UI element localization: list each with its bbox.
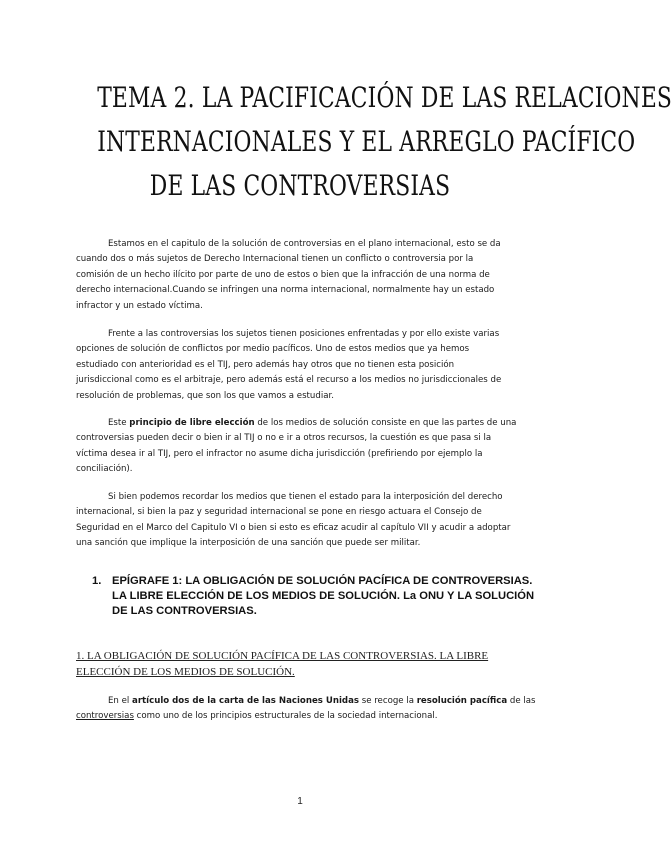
paragraph-line — [76, 709, 524, 724]
text-run: de los medios de solución consiste en que las partes de una — [254, 418, 517, 428]
heading-line: DE LAS CONTROVERSIAS. — [112, 605, 257, 617]
paragraph-line: infractor y un estado víctima. — [76, 300, 203, 311]
paragraph-articulo-dos — [76, 694, 536, 725]
document-title — [97, 76, 672, 208]
text-run: se recoge la — [358, 696, 417, 706]
paragraph-medios — [76, 490, 524, 552]
title-line-1: TEMA 2. LA PACIFICACIÓN DE LAS RELACIONES — [97, 81, 672, 114]
title-line-3: DE LAS CONTROVERSIAS — [149, 169, 451, 202]
bold-term: artículo dos de la carta de las Naciones Unidas — [132, 696, 359, 706]
paragraph-controversias — [76, 327, 524, 404]
paragraph-libre-eleccion — [76, 416, 524, 478]
subsection-heading — [76, 648, 526, 680]
paragraph-line: cuando dos o más sujetos de Derecho Internacional tienen un conflicto o controversia por la — [76, 254, 474, 265]
paragraph-line: Si bien podemos recordar los medios que tienen el estado para la interposición del derecho — [108, 492, 503, 502]
bold-term: principio de libre elección — [129, 418, 255, 428]
bold-term: resolución pacífica — [416, 696, 508, 706]
paragraph-line: controversias pueden decir o bien ir al TIJ o no e ir a otros recursos, la cuestión es que pasa si la — [76, 433, 492, 444]
underlined-term: controversias — [76, 711, 134, 722]
paragraph-line: conciliación). — [76, 464, 133, 475]
paragraph-line: jurisdiccional como es el arbitraje, pero además está el recurso a los medios no jurisdiccionales de — [76, 375, 502, 386]
title-line-2: INTERNACIONALES Y EL ARREGLO PACÍFICO — [97, 125, 636, 158]
paragraph-line: una sanción que implique la interposición de una sanción que puede ser militar. — [76, 538, 421, 549]
text-run: como uno de los principios estructurales de la sociedad internacional. — [133, 711, 438, 722]
heading-number: 1. — [92, 575, 102, 587]
paragraph-line: Seguridad en el Marco del Capitulo VI o bien si esto es eficaz acudir al capítulo VII y acudir a adoptar — [76, 522, 511, 533]
text-run: Este — [108, 418, 130, 428]
text-run: de las — [507, 696, 536, 706]
heading-line: EPÍGRAFE 1: LA OBLIGACIÓN DE SOLUCIÓN PACÍFICA DE CONTROVERSIAS. — [112, 575, 533, 587]
paragraph-line — [76, 694, 536, 709]
heading-line: LA LIBRE ELECCIÓN DE LOS MEDIOS DE SOLUCIÓN. La ONU Y LA SOLUCIÓN — [112, 590, 535, 602]
subheading-line: 1. LA OBLIGACIÓN DE SOLUCIÓN PACÍFICA DE LAS CONTROVERSIAS. LA LIBRE — [76, 650, 489, 662]
paragraph-line: Frente a las controversias los sujetos tienen posiciones enfrentadas y por ello existe varias — [108, 329, 500, 339]
paragraph-line: Estamos en el capitulo de la solución de controversias en el plano internacional, esto se da — [108, 239, 501, 249]
paragraph-line: víctima desea ir al TIJ, pero el infractor no asume dicha jurisdicción (prefiriendo por ejemplo la — [76, 448, 483, 459]
paragraph-intro — [76, 237, 524, 314]
paragraph-line: estudiado con anterioridad es el TIJ, pero además hay otros que no tienen esta posición — [76, 359, 455, 370]
heading-text — [112, 574, 542, 619]
paragraph-line: resolución de problemas, que son los que vamos a estudiar. — [76, 390, 334, 401]
subheading-line: ELECCIÓN DE LOS MEDIOS DE SOLUCIÓN. — [76, 666, 295, 678]
paragraph-line: derecho internacional.Cuando se infringen una norma internacional, normalmente hay un estado — [76, 285, 495, 296]
paragraph-line: internacional, si bien la paz y seguridad internacional se pone en riesgo actuara el Consejo de — [76, 507, 482, 518]
paragraph-line: comisión de un hecho ilícito por parte de uno de estos o bien que la infracción de una norma de — [76, 269, 490, 280]
paragraph-line: opciones de solución de conflictos por medio pacíficos. Uno de estos medios que ya hemos — [76, 344, 470, 355]
paragraph-line — [76, 416, 524, 431]
page-number: 1 — [297, 796, 303, 807]
text-run: En el — [108, 696, 133, 706]
